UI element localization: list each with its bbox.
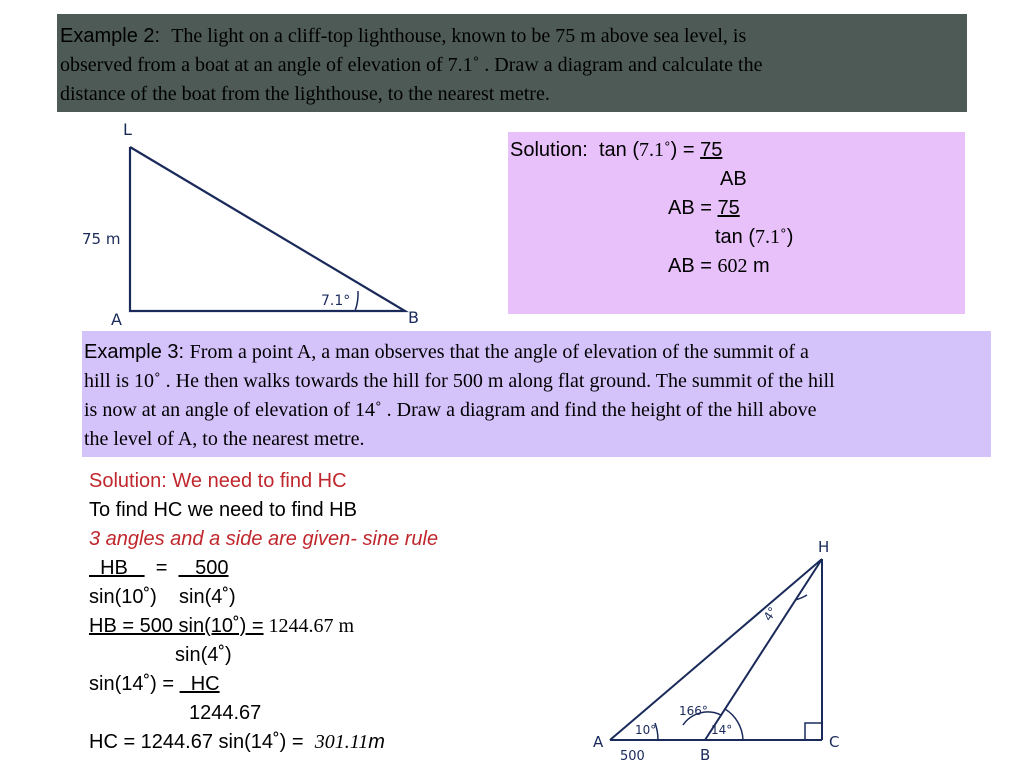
- solution-1-line-4: tan (7.1˚): [715, 226, 794, 248]
- solution-1-line-3: AB = 75: [668, 197, 740, 219]
- vertex-label-a: A: [111, 310, 122, 329]
- angle-label-a: 10°: [635, 723, 657, 737]
- right-angle-marker: [805, 723, 822, 740]
- solution-2-line-7: sin(4˚): [175, 644, 232, 666]
- example-3-line-4: the level of A, to the nearest metre.: [84, 428, 365, 450]
- vertex-label-a: A: [593, 733, 604, 751]
- solution-2-line-2: To find HC we need to find HB: [89, 499, 357, 521]
- example-2-problem: [57, 14, 967, 112]
- solution-1-line-2: AB: [720, 168, 747, 190]
- base-label-500: 500: [620, 749, 645, 764]
- solution-2-line-5: sin(10˚) sin(4˚): [89, 586, 236, 608]
- solution-2-block: [89, 467, 529, 767]
- angle-label-h: 4°: [760, 604, 780, 624]
- vertex-label-b: B: [700, 746, 711, 764]
- solution-2-line-3: 3 angles and a side are given- sine rule: [89, 528, 439, 550]
- vertex-label-c: C: [829, 733, 840, 751]
- example-3-line-3: is now at an angle of elevation of 14˚ . Draw a diagram and find the height of the hill above: [84, 399, 817, 421]
- solution-1-box: [508, 132, 965, 314]
- vertex-label-b: B: [408, 308, 419, 327]
- example-3-line-1: Example 3: From a point A, a man observes that the angle of elevation of the summit of a: [84, 341, 809, 363]
- lighthouse-triangle-diagram: [75, 115, 435, 330]
- solution-2-line-8: sin(14˚) = HC: [89, 673, 220, 695]
- angle-label-b-obtuse: 166°: [679, 704, 708, 718]
- hill-triangle-diagram: [585, 535, 865, 768]
- vertex-label-l: L: [123, 120, 132, 139]
- hill-triangle-lines: [610, 559, 822, 740]
- example-2-line-2: observed from a boat at an angle of elevation of 7.1˚ . Draw a diagram and calculate the: [60, 54, 763, 76]
- side-line-bh: [705, 559, 822, 740]
- solution-1-line-5: AB = 602 m: [668, 255, 770, 277]
- vertex-label-h: H: [818, 538, 830, 556]
- solution-2-line-6: HB = 500 sin(10˚) = 1244.67 m: [89, 615, 355, 637]
- side-label-75m: 75 m: [82, 230, 121, 248]
- angle-label-b-acute: 14°: [711, 723, 733, 737]
- example-3-problem: [82, 331, 991, 457]
- angle-arc-b: [355, 291, 358, 311]
- example-2-line-3: distance of the boat from the lighthouse, to the nearest metre.: [60, 83, 550, 105]
- example-3-label: Example 3:: [84, 341, 185, 363]
- example-2-line-1: Example 2: The light on a cliff-top lighthouse, known to be 75 m above sea level, is: [60, 25, 747, 47]
- solution-2-line-9: 1244.67: [189, 702, 262, 724]
- solution-2-line-1: Solution: We need to find HC: [89, 470, 347, 492]
- triangle-outline: [130, 147, 405, 311]
- angle-label-b: 7.1°: [321, 293, 351, 309]
- solution-2-line-10: HC = 1244.67 sin(14˚) = 301.11m: [89, 731, 385, 753]
- example-2-label: Example 2:: [60, 25, 161, 47]
- solution-1-line-1: Solution: tan (7.1˚) = 75: [510, 139, 723, 161]
- example-3-line-2: hill is 10˚ . He then walks towards the hill for 500 m along flat ground. The summit of the hill: [84, 370, 835, 392]
- solution-2-line-4: HB = 500: [89, 557, 229, 579]
